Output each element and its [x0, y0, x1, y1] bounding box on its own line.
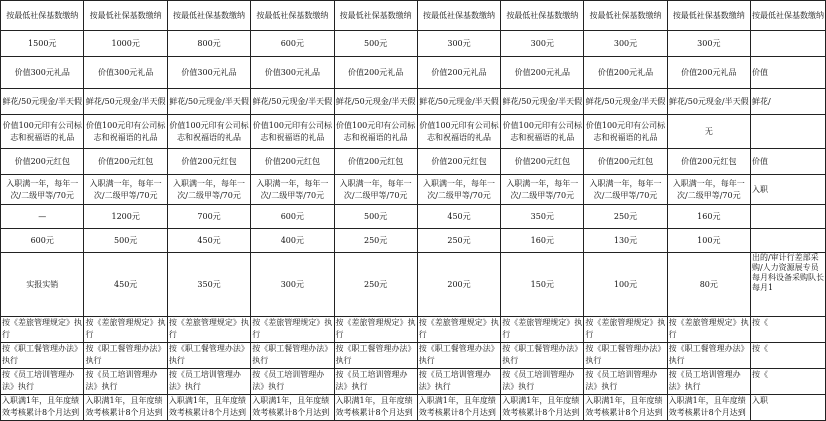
table-cell: 价值200元礼品: [667, 57, 750, 89]
table-cell: 鲜花/50元现金/半天假: [334, 89, 417, 115]
table-cell: 100元: [667, 229, 750, 253]
table-cell: 400元: [251, 229, 334, 253]
table-cell: 600元: [1, 229, 84, 253]
table-cell: 价值300元礼品: [251, 57, 334, 89]
table-cell: 入职满一年，每年一次/二级甲等/70元: [1, 175, 84, 205]
table-cell: [750, 205, 825, 229]
table-cell: 价值200元红包: [167, 149, 250, 175]
table-cell: 按《差旅管理规定》执行: [667, 317, 750, 343]
table-cell: 按《差旅管理规定》执行: [84, 317, 167, 343]
table-cell: 按最低社保基数缴纳: [1, 1, 84, 31]
table-cell: 600元: [251, 31, 334, 57]
table-cell: 入职满一年，每年一次/二级甲等/70元: [501, 175, 584, 205]
table-cell: 按《差旅管理规定》执行: [417, 317, 500, 343]
table-cell: 按《职工餐管理办法》执行: [84, 343, 167, 369]
table-cell: 800元: [167, 31, 250, 57]
table-cell: 100元: [584, 253, 667, 317]
table-cell: 鲜花/50元现金/半天假: [417, 89, 500, 115]
table-cell: 价值300元礼品: [84, 57, 167, 89]
table-cell: 160元: [667, 205, 750, 229]
table-cell: 按《职工餐管理办法》执行: [417, 343, 500, 369]
table-cell: 无: [667, 115, 750, 149]
table-cell: 价值100元印有公司标志和祝福语的礼品: [251, 115, 334, 149]
table-cell: 按《职工餐管理办法》执行: [251, 343, 334, 369]
table-cell: 300元: [251, 253, 334, 317]
table-cell: 按《员工培训管理办法》执行: [84, 369, 167, 395]
table-cell: 入职满1年，且年度绩效考核累计8个月达到: [251, 395, 334, 421]
table-cell: 300元: [417, 31, 500, 57]
table-cell: 鲜花/50元现金/半天假: [167, 89, 250, 115]
table-cell: 700元: [167, 205, 250, 229]
table-cell: 入职满1年，且年度绩效考核累计8个月达到: [334, 395, 417, 421]
table-cell: 入职满1年，且年度绩效考核累计8个月达到: [584, 395, 667, 421]
table-row: [1, 57, 826, 89]
table-cell: 500元: [334, 205, 417, 229]
table-cell: 按《职工餐管理办法》执行: [167, 343, 250, 369]
table-cell: 入职满一年，每年一次/二级甲等/70元: [667, 175, 750, 205]
table-cell: 按《员工培训管理办法》执行: [334, 369, 417, 395]
table-cell: 按最低社保基数缴纳: [417, 1, 500, 31]
table-cell: 1200元: [84, 205, 167, 229]
table-cell: 鲜花/50元现金/半天假: [251, 89, 334, 115]
table-cell: 按《差旅管理规定》执行: [167, 317, 250, 343]
table-cell: 入职满一年，每年一次/二级甲等/70元: [251, 175, 334, 205]
table-row: [1, 343, 826, 369]
table-cell: [750, 31, 825, 57]
table-cell: 按《职工餐管理办法》执行: [334, 343, 417, 369]
table-cell: 按最低社保基数缴纳: [84, 1, 167, 31]
table-cell: 按《差旅管理规定》执行: [251, 317, 334, 343]
table-cell: 按《差旅管理规定》执行: [334, 317, 417, 343]
table-cell: 按《差旅管理规定》执行: [1, 317, 84, 343]
table-cell: 价值300元礼品: [167, 57, 250, 89]
table-cell: 按《员工培训管理办法》执行: [667, 369, 750, 395]
table-row: [1, 31, 826, 57]
table-cell: 价值200元红包: [501, 149, 584, 175]
table-cell: 入职满一年，每年一次/二级甲等/70元: [584, 175, 667, 205]
table-cell: 130元: [584, 229, 667, 253]
table-cell: 价值200元红包: [667, 149, 750, 175]
table-cell: 450元: [417, 205, 500, 229]
table-cell: 250元: [417, 229, 500, 253]
table-row: [1, 395, 826, 421]
table-cell: 价值100元印有公司标志和祝福语的礼品: [334, 115, 417, 149]
table-cell: 600元: [251, 205, 334, 229]
table-cell: 按《: [750, 317, 825, 343]
table-cell: 80元: [667, 253, 750, 317]
table-cell: 按《员工培训管理办法》执行: [1, 369, 84, 395]
table-cell: 150元: [501, 253, 584, 317]
table-cell: 1000元: [84, 31, 167, 57]
table-cell: 价值200元红包: [251, 149, 334, 175]
table-cell: 价值200元红包: [584, 149, 667, 175]
table-cell: 按《员工培训管理办法》执行: [251, 369, 334, 395]
table-cell: 按《员工培训管理办法》执行: [167, 369, 250, 395]
table-cell: 450元: [84, 253, 167, 317]
table-cell: 按最低社保基数缴纳: [501, 1, 584, 31]
table-cell: 价值100元印有公司标志和祝福语的礼品: [501, 115, 584, 149]
table-cell: 鲜花/50元现金/半天假: [584, 89, 667, 115]
table-row: [1, 369, 826, 395]
table-cell: 价值100元印有公司标志和祝福语的礼品: [417, 115, 500, 149]
table-cell: 入职满一年，每年一次/二级甲等/70元: [167, 175, 250, 205]
table-cell: 鲜花/50元现金/半天假: [667, 89, 750, 115]
table-cell: 按《职工餐管理办法》执行: [584, 343, 667, 369]
table-cell: [750, 115, 825, 149]
table-cell: 160元: [501, 229, 584, 253]
table-cell: 入职满一年，每年一次/二级甲等/70元: [334, 175, 417, 205]
table-cell: 价值200元礼品: [334, 57, 417, 89]
table-cell: 按《职工餐管理办法》执行: [1, 343, 84, 369]
table-cell: 200元: [417, 253, 500, 317]
table-cell: 按《差旅管理规定》执行: [584, 317, 667, 343]
table-cell: 按最低社保基数缴纳: [251, 1, 334, 31]
table-cell: [750, 229, 825, 253]
table-cell: 按《职工餐管理办法》执行: [501, 343, 584, 369]
table-cell: 入职满1年，且年度绩效考核累计8个月达到: [1, 395, 84, 421]
table-cell: 价值: [750, 57, 825, 89]
table-cell: 按最低社保基数缴纳: [667, 1, 750, 31]
table-row: [1, 149, 826, 175]
table-cell: 价值200元红包: [84, 149, 167, 175]
table-cell: 500元: [334, 31, 417, 57]
table-cell: 350元: [167, 253, 250, 317]
table-cell: 价值100元印有公司标志和祝福语的礼品: [584, 115, 667, 149]
table-cell: 300元: [667, 31, 750, 57]
table-cell: 450元: [167, 229, 250, 253]
table-cell: 按《职工餐管理办法》执行: [667, 343, 750, 369]
table-cell: 价值200元礼品: [501, 57, 584, 89]
table-cell: 实报实销: [1, 253, 84, 317]
table-cell: 按最低社保基数缴纳: [167, 1, 250, 31]
table-cell: 价值200元红包: [334, 149, 417, 175]
table-cell: 按《: [750, 369, 825, 395]
table-cell: 鲜花/50元现金/半天假: [1, 89, 84, 115]
table-cell: 价值200元红包: [1, 149, 84, 175]
table-cell: 入职: [750, 395, 825, 421]
table-cell: 250元: [584, 205, 667, 229]
table-row: [1, 229, 826, 253]
table-cell: 250元: [334, 229, 417, 253]
table-cell: 按最低社保基数缴纳: [750, 1, 825, 31]
table-cell: 鲜花/50元现金/半天假: [84, 89, 167, 115]
table-cell: 价值: [750, 149, 825, 175]
table-row: [1, 1, 826, 31]
table-cell: 按《员工培训管理办法》执行: [584, 369, 667, 395]
table-row: [1, 205, 826, 229]
table-cell: 鲜花/50元现金/半天假: [501, 89, 584, 115]
table-cell: 按《员工培训管理办法》执行: [417, 369, 500, 395]
table-cell: 价值100元印有公司标志和祝福语的礼品: [1, 115, 84, 149]
table-cell: 按《: [750, 343, 825, 369]
table-cell: 按最低社保基数缴纳: [334, 1, 417, 31]
table-cell: 入职满1年，且年度绩效考核累计8个月达到: [417, 395, 500, 421]
table-cell: 按《差旅管理规定》执行: [501, 317, 584, 343]
table-cell: 价值200元礼品: [417, 57, 500, 89]
table-cell: 300元: [501, 31, 584, 57]
table-row: [1, 253, 826, 317]
table-cell: 250元: [334, 253, 417, 317]
table-cell: 按最低社保基数缴纳: [584, 1, 667, 31]
table-cell: 按《员工培训管理办法》执行: [501, 369, 584, 395]
table-cell: 出的/审计行差部采购/人力资源展专员每月科设备采购队长每月1: [750, 253, 825, 317]
table-row: [1, 89, 826, 115]
table-cell: 价值200元礼品: [584, 57, 667, 89]
table-cell: 入职满1年，且年度绩效考核累计8个月达到: [667, 395, 750, 421]
table-cell: 500元: [84, 229, 167, 253]
table-cell: 入职满1年，且年度绩效考核累计8个月达到: [167, 395, 250, 421]
table-cell: 价值100元印有公司标志和祝福语的礼品: [167, 115, 250, 149]
table-cell: 入职满一年，每年一次/二级甲等/70元: [84, 175, 167, 205]
table-row: [1, 115, 826, 149]
table-cell: 价值100元印有公司标志和祝福语的礼品: [84, 115, 167, 149]
table-cell: —: [1, 205, 84, 229]
table-cell: 价值300元礼品: [1, 57, 84, 89]
table-cell: 价值200元红包: [417, 149, 500, 175]
table-cell: 入职满一年，每年一次/二级甲等/70元: [417, 175, 500, 205]
table-cell: 鲜花/: [750, 89, 825, 115]
table-cell: 入职满1年，且年度绩效考核累计8个月达到: [84, 395, 167, 421]
table-row: [1, 175, 826, 205]
table-cell: 入职: [750, 175, 825, 205]
table-cell: 入职满1年，且年度绩效考核累计8个月达到: [501, 395, 584, 421]
table-cell: 350元: [501, 205, 584, 229]
table-cell: 1500元: [1, 31, 84, 57]
table-row: [1, 317, 826, 343]
table-cell: 300元: [584, 31, 667, 57]
